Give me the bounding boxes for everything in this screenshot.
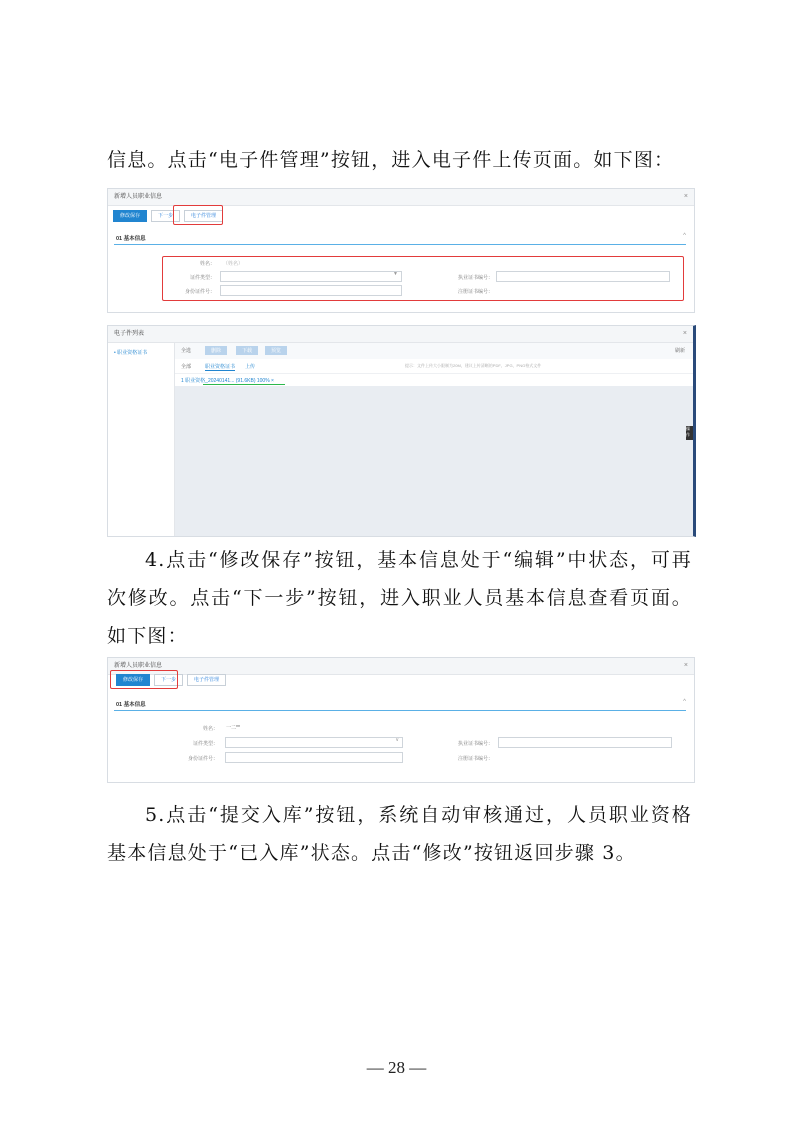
refresh-button[interactable]: 刷新	[674, 348, 685, 354]
right2-label: 注册证书编号：	[457, 756, 493, 762]
tab-row	[175, 359, 693, 373]
chevron-down-icon: ∨	[395, 737, 399, 743]
section-divider	[114, 244, 686, 245]
preview-button[interactable]: 预览	[265, 346, 287, 355]
dialog-title: 电子件列表	[114, 331, 145, 337]
collapse-icon[interactable]: ^	[683, 699, 686, 705]
name-value: （姓名）	[223, 261, 244, 267]
name-label: 姓名：	[202, 726, 218, 732]
upload-hint: 提示：文件上传大小限制为20M，建议上传清晰的PDF、JPG、PNG格式文件	[405, 363, 542, 368]
idtype-select[interactable]	[225, 737, 403, 748]
idtype-select[interactable]	[220, 271, 402, 282]
chevron-down-icon: ▼	[393, 271, 398, 277]
download-button[interactable]: 下载	[236, 346, 258, 355]
save-button[interactable]: 修改保存	[113, 210, 147, 222]
upload-button[interactable]: 上传	[245, 364, 256, 370]
right1-label: 执业证书编号：	[457, 741, 493, 747]
paragraph-step5: 5.点击“提交入库”按钮，系统自动审核通过，人员职业资格基本信息处于“已入库”状态。点击“修改”按钮返回步骤 3。	[107, 804, 692, 864]
select-all-checkbox[interactable]: 全选	[181, 348, 192, 354]
idno-label: 身份证件号：	[187, 756, 218, 762]
efile-manage-button[interactable]: 电子件管理	[187, 674, 226, 686]
close-icon[interactable]: ×	[683, 662, 688, 669]
save-button[interactable]: 修改保存	[116, 674, 150, 686]
highlight-box	[110, 670, 178, 689]
upload-progress	[203, 384, 285, 385]
idno-input[interactable]	[225, 752, 403, 763]
file-row-text: 1 职业资格_20240141... (91.6KB) 100% ×	[181, 378, 274, 384]
dialog-titlebar	[108, 326, 693, 343]
highlight-box	[173, 205, 223, 225]
dialog-title: 新增人员职业信息	[114, 663, 163, 669]
right1-input[interactable]	[498, 737, 672, 748]
tree-item[interactable]: • 职业资格证书	[114, 350, 148, 356]
section-title: 01 基本信息	[116, 702, 146, 708]
name-value: 一二**	[226, 725, 240, 731]
next-button[interactable]: 下一步	[154, 674, 183, 686]
tab-certificate[interactable]: 职业资格证书	[205, 364, 236, 370]
side-tab[interactable]: 操作	[686, 426, 693, 440]
page-number: — 28 —	[366, 1058, 427, 1077]
section-divider	[114, 710, 686, 711]
right2-label: 注册证书编号：	[457, 289, 493, 295]
dialog-titlebar	[108, 189, 694, 206]
close-icon[interactable]: ×	[682, 330, 687, 337]
tab-all[interactable]: 全部	[181, 364, 192, 370]
idno-label: 身份证件号：	[184, 289, 215, 295]
delete-button[interactable]: 删除	[205, 346, 227, 355]
collapse-icon[interactable]: ^	[683, 233, 686, 239]
screenshot-view-form	[107, 657, 695, 783]
name-label: 姓名：	[199, 261, 215, 267]
dialog-titlebar	[108, 658, 694, 675]
idtype-label: 证件类型：	[189, 275, 215, 281]
close-icon[interactable]: ×	[683, 193, 688, 200]
dialog-title: 新增人员职业信息	[114, 194, 163, 200]
idtype-label: 证件类型：	[192, 741, 218, 747]
file-toolbar	[175, 343, 693, 360]
next-button[interactable]: 下一步	[151, 210, 180, 222]
screenshot-efile-manager	[107, 325, 696, 537]
right1-input[interactable]	[496, 271, 670, 282]
file-panel	[175, 343, 693, 536]
efile-manage-button[interactable]: 电子件管理	[184, 210, 223, 222]
screenshot-edit-form	[107, 188, 695, 313]
file-row[interactable]	[175, 373, 693, 386]
paragraph-intro: 信息。点击“电子件管理”按钮，进入电子件上传页面。如下图：	[107, 149, 675, 171]
paragraph-step4: 4.点击“修改保存”按钮，基本信息处于“编辑”中状态，可再次修改。点击“下一步”按钮，进入职业人员基本信息查看页面。如下图：	[107, 549, 692, 647]
tree-panel	[108, 343, 175, 536]
section-title: 01 基本信息	[116, 236, 146, 242]
idno-input[interactable]	[220, 285, 402, 296]
right1-label: 执业证书编号：	[457, 275, 493, 281]
